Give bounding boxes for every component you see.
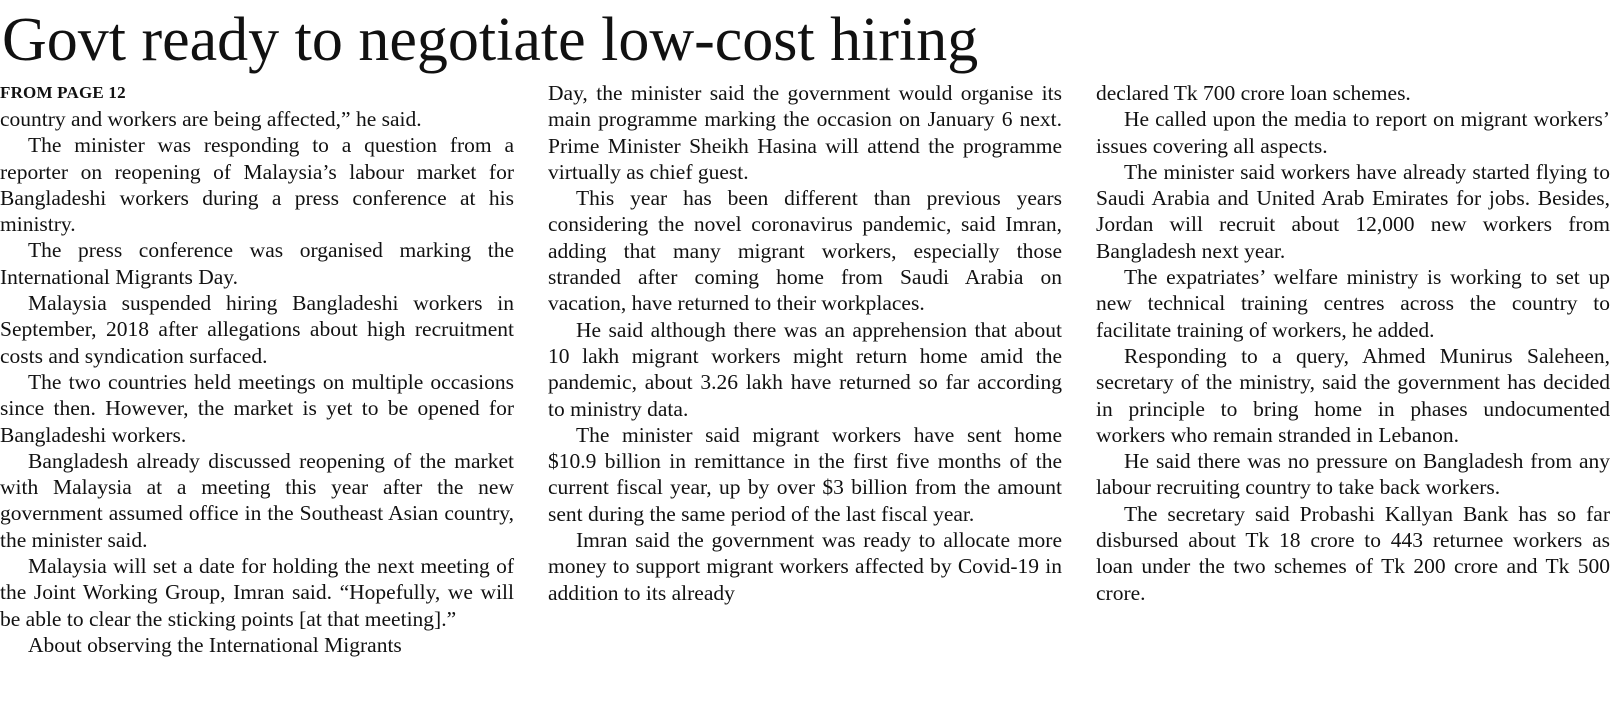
paragraph: The minister said workers have already started flying to Saudi Arabia and United Arab Emirates for jobs. Besides, Jordan will recruit about 12,000 new workers from Bangladesh next year. xyxy=(1096,159,1610,263)
paragraph: This year has been different than previous years considering the novel coronavirus pandemic, said Imran, adding that many migrant workers, especially those stranded after coming home from Saudi Arabia on vacation, have returned to their workplaces. xyxy=(548,186,1062,316)
paragraph: He called upon the media to report on migrant workers’ issues covering all aspects. xyxy=(1096,107,1610,158)
continued-from-label: FROM PAGE 12 xyxy=(0,83,126,102)
paragraph: country and workers are being affected,” he said. xyxy=(0,107,422,131)
paragraph: He said although there was an apprehension that about 10 lakh migrant workers might return home amid the pandemic, about 3.26 lakh have returned so far according to ministry data. xyxy=(548,317,1062,421)
paragraph: Malaysia will set a date for holding the next meeting of the Joint Working Group, Imran said. “Hopefully, we will be able to clear the sticking points [at that meeting].” xyxy=(0,554,514,631)
paragraph: Malaysia suspended hiring Bangladeshi workers in September, 2018 after allegations about high recruitment costs and syndication surfaced. xyxy=(0,291,514,368)
paragraph: The expatriates’ welfare ministry is working to set up new technical training centres across the country to facilitate training of workers, he added. xyxy=(1096,265,1610,342)
headline: Govt ready to negotiate low-cost hiring xyxy=(2,6,979,74)
paragraph: Responding to a query, Ahmed Munirus Saleheen, secretary of the ministry, said the government has decided in principle to bring home in phases undocumented workers who remain stranded in Lebanon. xyxy=(1096,343,1610,447)
paragraph: Imran said the government was ready to allocate more money to support migrant workers affected by Covid-19 in addition to its already xyxy=(548,528,1062,605)
paragraph: He said there was no pressure on Bangladesh from any labour recruiting country to take back workers. xyxy=(1096,449,1610,500)
paragraph: The secretary said Probashi Kallyan Bank has so far disbursed about Tk 18 crore to 443 returnee workers as loan under the two schemes of Tk 200 crore and Tk 500 crore. xyxy=(1096,501,1610,605)
paragraph: The two countries held meetings on multiple occasions since then. However, the market is yet to be opened for Bangladeshi workers. xyxy=(0,369,514,447)
paragraph: The minister was responding to a question from a reporter on reopening of Malaysia’s labour market for Bangladeshi workers during a press conference at his ministry. xyxy=(0,133,514,237)
article-column-3 xyxy=(1096,80,1610,606)
paragraph: The minister said migrant workers have sent home $10.9 billion in remittance in the first five months of the current fiscal year, up by over $3 billion from the amount sent during the same period of the last fiscal year. xyxy=(548,422,1062,526)
paragraph: declared Tk 700 crore loan schemes. xyxy=(1096,81,1411,105)
paragraph: Day, the minister said the government would organise its main programme marking the occasion on January 6 next. Prime Minister Sheikh Hasina will attend the programme virtually as chief guest. xyxy=(548,81,1062,184)
paragraph: About observing the International Migrants xyxy=(28,632,402,657)
article-column-1 xyxy=(0,80,514,658)
paragraph: The press conference was organised marking the International Migrants Day. xyxy=(0,238,514,289)
article-column-2 xyxy=(548,80,1062,606)
paragraph: Bangladesh already discussed reopening of the market with Malaysia at a meeting this year after the new government assumed office in the Southeast Asian country, the minister said. xyxy=(0,448,514,552)
